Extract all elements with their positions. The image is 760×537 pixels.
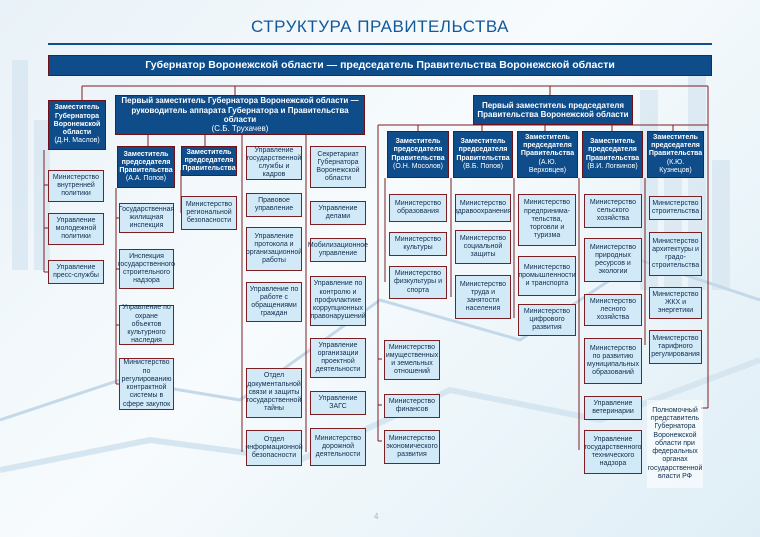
deputy-name: (О.Н. Мосолов) [393,162,443,170]
unit-box [584,238,642,282]
unit-label: Управление ветеринарии [592,399,634,415]
page-number: 4 [374,512,379,521]
unit-box [584,430,642,474]
unit-label: Министерство цифрового развития [523,307,571,332]
unit-label: Министерство финансов [388,397,436,413]
unit-label: Управление молодежной политики [55,216,97,241]
deputy-logvinov-box [582,131,643,178]
unit-box [246,146,302,180]
unit-label: Министерство внутренней политики [52,173,100,198]
unit-label: Министерство региональной безопасности [185,200,233,225]
representative-box [647,400,703,488]
unit-box [384,394,440,418]
unit-box [307,238,369,262]
page-title: СТРУКТУРА ПРАВИТЕЛЬСТВА [251,17,509,36]
first-deputy-title: Первый заместитель председателя Правительства Воронежской области [477,100,629,119]
governor-box [48,55,712,76]
unit-label: Министерство ЖКХ и энергетики [652,290,699,315]
unit-label: Министерство культуры [394,235,442,251]
unit-box [246,368,302,418]
unit-box [310,146,366,188]
first-deputy-chairman-box [473,95,633,125]
unit-label: Управление ЗАГС [318,394,358,410]
unit-box [649,330,702,364]
unit-label: Управление по работе с обращениями граждан [249,285,299,318]
unit-box [584,294,642,326]
unit-label: Управление протокола и организационной работы [245,232,303,265]
unit-label: Отдел документальной связи и защиты государственной тайны [246,372,302,413]
deputy-popov-aa-box [117,146,175,188]
unit-label: Министерство имущественных и земельных отношений [385,343,439,376]
unit-box [649,287,702,319]
deputy-title: Заместитель председателя Правительства [119,150,173,174]
unit-box [584,396,642,420]
unit-box [119,249,174,289]
unit-label: Управление по охране объектов культурного наследия [122,304,171,345]
unit-box [384,430,440,464]
first-deputy-title: Первый заместитель Губернатора Воронежской области — руководитель аппарата Губернатора и Правительства области [121,96,359,124]
first-deputy-trukhachev-box [115,95,365,135]
unit-label: Государственная жилищная инспекция [118,205,175,230]
unit-box [518,256,576,296]
unit-label: Управление делами [318,204,358,220]
unit-label: Министерство промышленности и транспорта [518,263,576,288]
deputy-title: Заместитель председателя Правительства [456,138,510,162]
unit-label: Секретариат Губернатора Воронежской области [316,150,360,183]
unit-box [246,193,302,217]
unit-label: Управление по контролю и профилактике коррупционных правонарушений [310,280,366,321]
unit-box [389,232,447,256]
unit-box [384,340,440,380]
unit-label: Управление организации проектной деятельности [315,341,361,374]
unit-label: Управление пресс-службы [53,263,99,279]
unit-box [119,358,174,410]
unit-label: Министерство по регулированию контрактной системы в сфере закупок [121,359,172,408]
unit-box [389,266,447,299]
deputy-name: (А.Ю. Верховцев) [528,158,567,174]
deputy-title: Заместитель председателя Правительства [648,133,703,158]
unit-box [246,227,302,271]
unit-label: Министерство физкультуры и спорта [393,270,443,294]
unit-label: Министерство предпринима-тельства, торговли и туризма [523,199,571,240]
deputy-kuznetsov-box [647,131,704,178]
deputy-regional-security-box [181,146,237,176]
unit-box [584,338,642,384]
unit-box [48,260,104,284]
deputy-name: (А.А. Попов) [125,175,167,183]
deputy-mosolov-box [387,131,449,178]
deputy-title: Заместитель председателя Правительства [182,148,236,173]
unit-box [119,305,174,345]
unit-box [48,213,104,245]
unit-box [48,170,104,202]
unit-label: Министерство дорожной деятельности [314,434,362,459]
unit-label: Министерство социальной защиты [459,234,507,259]
unit-box [310,391,366,415]
unit-label: Министерство тарифного регулирования [651,334,700,359]
governor-title: Губернатор Воронежской области — председатель Правительства Воронежской области [145,59,615,72]
unit-box [310,201,366,225]
deputy-title: Заместитель председателя Правительства [585,138,640,162]
unit-label: Министерство труда и занятости населения [459,280,507,313]
unit-box [389,194,447,222]
unit-box [119,203,174,233]
unit-label: Инспекция государственного строительного надзора [117,252,176,285]
unit-label: Управление государственной службы и кадров [246,146,302,179]
deputy-name: (Д.Н. Маслов) [54,137,100,145]
unit-label: Мобилизационное управление [307,241,369,257]
unit-label: Министерство здравоохранения [454,199,512,215]
deputy-popov-vb-box [453,131,513,178]
unit-label: Министерство образования [394,199,442,215]
unit-box [518,194,576,246]
unit-label: Министерство архитектуры и градо-строительства [651,237,700,270]
unit-box [455,230,511,264]
unit-label: Министерство сельского хозяйства [589,198,637,223]
deputy-governor-maslov-box [48,100,106,150]
unit-label: Министерство экономического развития [386,434,438,459]
unit-label: Министерство строительства [651,199,700,215]
unit-label: Министерство лесного хозяйства [589,297,637,322]
unit-box [181,196,237,230]
deputy-verkhovtsev-box [517,131,578,178]
representative-label: Полномочный представитель Губернатора Воронежской области при федеральных органах государственной власти РФ [647,406,703,480]
unit-box [455,275,511,319]
unit-label: Правовое управление [254,196,294,212]
unit-label: Отдел информационной безопасности [245,435,303,460]
unit-box [246,430,302,466]
unit-box [455,194,511,222]
unit-label: Министерство по развитию муниципальных образований [587,344,639,377]
unit-box [649,232,702,276]
unit-box [649,196,702,220]
deputy-title: Заместитель председателя Правительства [520,133,575,158]
first-deputy-name: (С.Б. Трухачев) [211,124,269,134]
unit-label: Управление государственного технического надзора [584,435,642,468]
unit-box [310,338,366,378]
deputy-name: (К.Ю. Кузнецов) [659,158,692,174]
unit-label: Министерство природных ресурсов и экологии [589,243,637,276]
deputy-title: Заместитель председателя Правительства [391,138,445,162]
deputy-name: (В.И. Логвинов) [587,162,638,170]
deputy-title: Заместитель Губернатора Воронежской области [53,104,101,137]
unit-box [584,194,642,228]
unit-box [246,282,302,322]
unit-box [310,428,366,466]
unit-box [518,304,576,336]
unit-box [310,276,366,326]
deputy-name: (В.Б. Попов) [462,162,504,170]
